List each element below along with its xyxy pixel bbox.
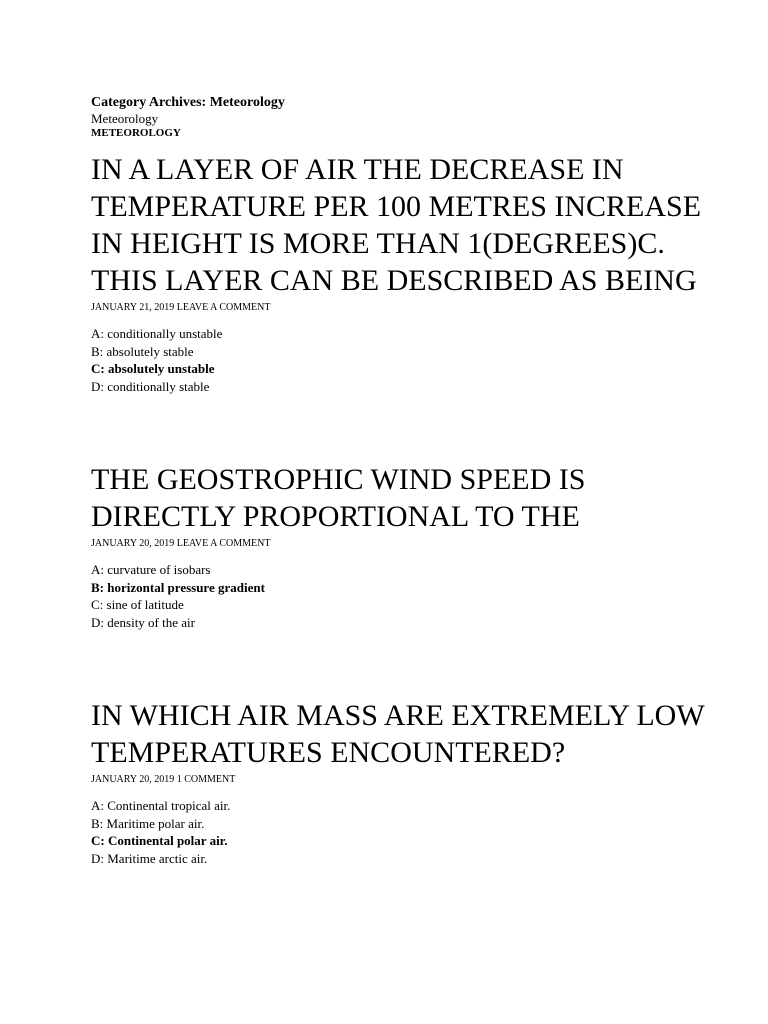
post-1	[91, 151, 728, 395]
answer-option: C: sine of latitude	[91, 597, 184, 612]
answer-option: A: Continental tropical air.	[91, 798, 231, 813]
post-title[interactable]: IN WHICH AIR MASS ARE EXTREMELY LOW TEMPERATURES ENCOUNTERED?	[91, 699, 705, 769]
post-2	[91, 461, 728, 631]
archive-description: Meteorology	[91, 111, 159, 126]
post-meta	[91, 774, 728, 786]
answer-option: D: density of the air	[91, 614, 195, 630]
answer-option-correct: C: Continental polar air.	[91, 833, 228, 848]
post-comments-link[interactable]: LEAVE A COMMENT	[176, 302, 271, 313]
answer-option: D: Maritime arctic air.	[91, 850, 208, 866]
post-title[interactable]: IN A LAYER OF AIR THE DECREASE IN TEMPERATURE PER 100 METRES INCREASE IN HEIGHT IS MORE THAN 1(DEGREES)C. THIS LAYER CAN BE DESCRIBED AS BEING	[91, 153, 702, 297]
post-date-link[interactable]: JANUARY 20, 2019	[91, 538, 175, 549]
answer-option: B: absolutely stable	[91, 343, 194, 359]
answer-list	[91, 561, 728, 631]
post-meta	[91, 538, 728, 550]
post-comments-link[interactable]: LEAVE A COMMENT	[176, 538, 271, 549]
post-meta	[91, 302, 728, 314]
answer-option-correct: B: horizontal pressure gradient	[91, 579, 265, 595]
post-date-link[interactable]: JANUARY 20, 2019	[91, 774, 175, 785]
answer-option: A: conditionally unstable	[91, 326, 223, 341]
answer-list	[91, 797, 728, 867]
answer-option: A: curvature of isobars	[91, 562, 211, 577]
archive-title: Category Archives: Meteorology	[91, 95, 285, 110]
post-comments-link[interactable]: 1 COMMENT	[176, 774, 236, 785]
post-title[interactable]: THE GEOSTROPHIC WIND SPEED IS DIRECTLY PROPORTIONAL TO THE	[91, 463, 586, 533]
answer-option: D: conditionally stable	[91, 378, 210, 394]
answer-option: B: Maritime polar air.	[91, 815, 205, 831]
category-link[interactable]: METEOROLOGY	[91, 127, 181, 139]
answer-list	[91, 325, 728, 395]
archive-header	[91, 95, 728, 139]
answer-option-correct: C: absolutely unstable	[91, 361, 215, 376]
post-date-link[interactable]: JANUARY 21, 2019	[91, 302, 175, 313]
post-3	[91, 697, 728, 867]
